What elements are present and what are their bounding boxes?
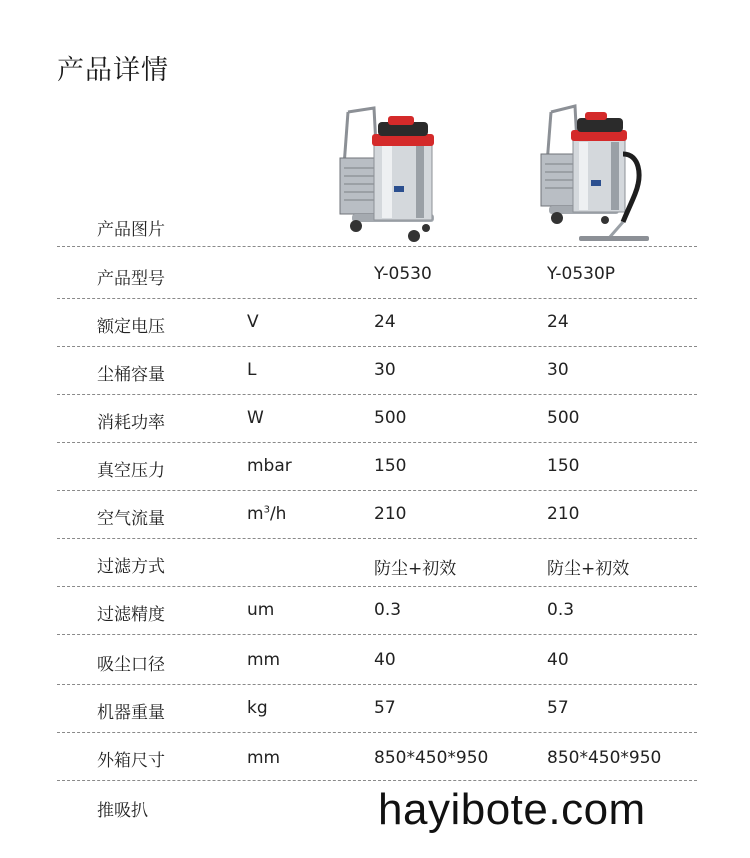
spec-value-y0530p: 0.3 <box>547 600 575 620</box>
spec-value-y0530: 850*450*950 <box>374 748 489 768</box>
spec-value-y0530: 防尘+初效 <box>374 559 457 579</box>
spec-value-y0530p: 210 <box>547 504 580 524</box>
spec-label: 真空压力 <box>97 461 165 481</box>
spec-value-y0530: 210 <box>374 504 407 524</box>
spec-value-y0530p: 防尘+初效 <box>547 559 630 579</box>
spec-unit: mm <box>247 748 281 768</box>
spec-row <box>57 394 697 443</box>
spec-value-y0530p: 40 <box>547 650 569 670</box>
unit-base: m <box>247 504 264 524</box>
spec-row <box>57 490 697 539</box>
spec-label: 推吸扒 <box>97 801 148 821</box>
spec-label: 过滤方式 <box>97 557 165 577</box>
spec-label: 空气流量 <box>97 509 165 529</box>
spec-unit: W <box>247 408 264 428</box>
spec-label: 机器重量 <box>97 703 165 723</box>
spec-row <box>57 442 697 491</box>
spec-label: 产品型号 <box>97 269 165 289</box>
image-row-label: 产品图片 <box>97 220 165 240</box>
product-image-y0530 <box>330 106 440 244</box>
spec-unit: mbar <box>247 456 292 476</box>
spec-value-y0530: 0.3 <box>374 600 402 620</box>
spec-unit: kg <box>247 698 268 718</box>
spec-value-y0530p: 57 <box>547 698 569 718</box>
spec-unit: um <box>247 600 275 620</box>
spec-value-y0530: 150 <box>374 456 407 476</box>
spec-value-y0530p: 150 <box>547 456 580 476</box>
spec-value-y0530: 500 <box>374 408 407 428</box>
spec-label: 尘桶容量 <box>97 365 165 385</box>
watermark: hayibote.com <box>378 785 646 834</box>
spec-row <box>57 250 697 299</box>
spec-unit: L <box>247 360 257 380</box>
spec-value-y0530: 40 <box>374 650 396 670</box>
page-title: 产品详情 <box>57 55 169 86</box>
spec-value-y0530p: 850*450*950 <box>547 748 662 768</box>
product-image-y0530p <box>535 104 660 246</box>
spec-row <box>57 298 697 347</box>
spec-label: 额定电压 <box>97 317 165 337</box>
spec-row <box>57 634 697 685</box>
spec-unit: mm <box>247 650 281 670</box>
spec-unit <box>247 504 286 524</box>
spec-row <box>57 586 697 635</box>
spec-value-y0530p: 30 <box>547 360 569 380</box>
spec-row <box>57 538 697 587</box>
unit-tail: /h <box>269 504 287 524</box>
spec-value-y0530: 57 <box>374 698 396 718</box>
spec-value-y0530: 24 <box>374 312 396 332</box>
spec-value-y0530: Y-0530 <box>374 264 432 284</box>
spec-row <box>57 346 697 395</box>
spec-value-y0530p: 500 <box>547 408 580 428</box>
spec-label: 吸尘口径 <box>97 655 165 675</box>
spec-label: 消耗功率 <box>97 413 165 433</box>
spec-row <box>57 684 697 733</box>
unit-superscript: 3 <box>263 504 270 516</box>
spec-value-y0530p: 24 <box>547 312 569 332</box>
spec-label: 过滤精度 <box>97 605 165 625</box>
spec-value-y0530: 30 <box>374 360 396 380</box>
spec-label: 外箱尺寸 <box>97 751 165 771</box>
spec-value-y0530p: Y-0530P <box>547 264 616 284</box>
spec-row <box>57 732 697 781</box>
spec-unit: V <box>247 312 259 332</box>
